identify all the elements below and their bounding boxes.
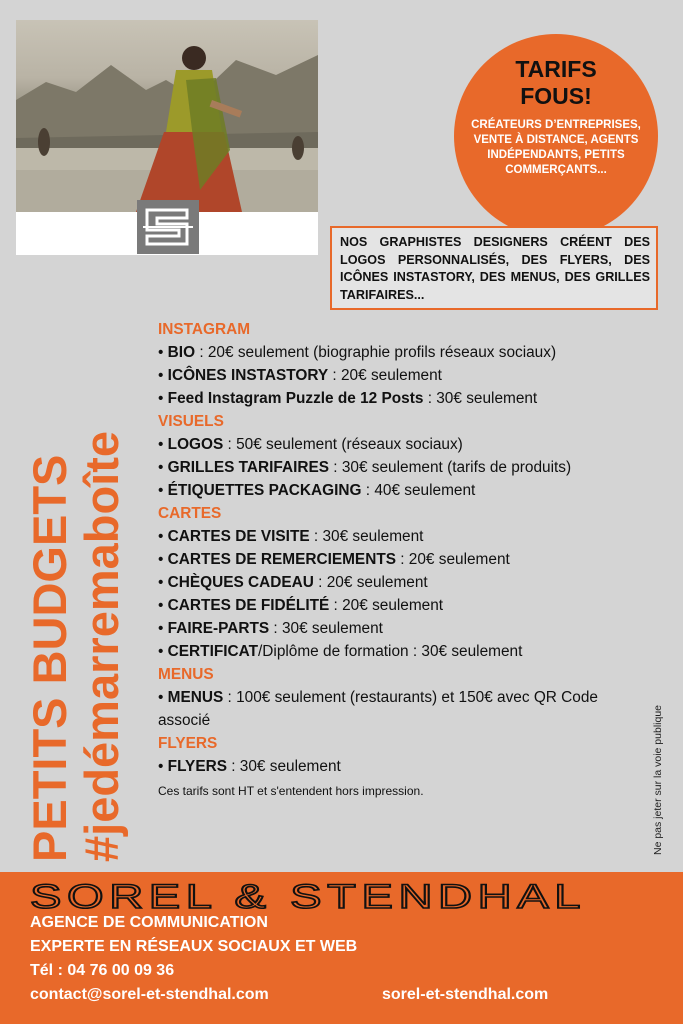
item-name: FLYERS <box>167 758 227 775</box>
item-desc: : 30€ seulement <box>226 758 341 775</box>
category-title: FLYERS <box>158 735 218 752</box>
item-desc: /Diplôme de formation : 30€ seulement <box>258 643 523 660</box>
side-slogan-line2: #jedémarremaboîte <box>75 430 128 862</box>
brand-wordmark <box>30 880 590 914</box>
agency-line: AGENCE DE COMMUNICATION <box>30 914 268 931</box>
category-title: VISUELS <box>158 413 224 430</box>
item-desc: : 50€ seulement (réseaux sociaux) <box>223 436 463 453</box>
category-title: INSTAGRAM <box>158 321 251 338</box>
item-name: LOGOS <box>167 436 224 453</box>
price-item: • CHÈQUES CADEAU : 20€ seulement <box>158 574 428 591</box>
designers-box: NOS GRAPHISTES DESIGNERS CRÉENT DES LOGOS PERSONNALISÉS, DES FLYERS, DES ICÔNES INSTASTORY, DES MENUS, DES GRILLES TARIFAIRES... <box>330 226 658 310</box>
promo-circle <box>454 34 658 238</box>
category-title: CARTES <box>158 505 222 522</box>
item-desc: : 30€ seulement <box>309 528 424 545</box>
photo-card <box>16 20 318 255</box>
woman-on-lakeshore-photo <box>16 20 318 212</box>
item-desc: : 30€ seulement <box>269 620 383 637</box>
item-name: CHÈQUES CADEAU <box>167 574 314 591</box>
price-item: • LOGOS : 50€ seulement (réseaux sociaux) <box>158 436 463 453</box>
category-title: MENUS <box>158 666 214 683</box>
price-item: • MENUS : 100€ seulement (restaurants) et 150€ avec QR Code associé <box>158 689 598 729</box>
price-list <box>158 318 636 801</box>
website-link[interactable]: sorel-et-stendhal.com <box>382 986 549 1003</box>
item-desc: : 20€ seulement <box>328 367 442 384</box>
item-desc: : 40€ seulement <box>361 482 476 499</box>
price-item: • FLYERS : 30€ seulement <box>158 758 341 775</box>
item-name: GRILLES TARIFAIRES <box>167 459 329 476</box>
item-name: ICÔNES INSTASTORY <box>167 367 329 384</box>
footer-band <box>0 872 683 1024</box>
price-item: • ÉTIQUETTES PACKAGING : 40€ seulement <box>158 482 476 499</box>
price-section-flyers <box>158 732 636 778</box>
sorel-stendhal-logo-icon <box>137 200 199 254</box>
item-desc: : 20€ seulement <box>329 597 444 614</box>
price-section-menus <box>158 663 636 732</box>
item-desc: : 20€ seulement (biographie profils réseaux sociaux) <box>195 344 557 361</box>
item-name: CARTES DE VISITE <box>167 528 310 545</box>
item-name: Feed Instagram Puzzle de 12 Posts <box>167 390 424 407</box>
price-section-cartes <box>158 502 636 663</box>
item-desc: : 30€ seulement <box>423 390 538 407</box>
item-name: ÉTIQUETTES PACKAGING <box>167 482 362 499</box>
public-road-notice: Ne pas jeter sur la voie publique <box>652 704 664 855</box>
price-item: • ICÔNES INSTASTORY : 20€ seulement <box>158 367 442 384</box>
item-name: CARTES DE REMERCIEMENTS <box>167 551 396 568</box>
price-item: • Feed Instagram Puzzle de 12 Posts : 30€ seulement <box>158 390 538 407</box>
price-section-instagram <box>158 318 636 410</box>
expertise-line: EXPERTE EN RÉSEAUX SOCIAUX ET WEB <box>30 938 358 955</box>
price-item: • GRILLES TARIFAIRES : 30€ seulement (tarifs de produits) <box>158 459 572 476</box>
side-slogan-line1: PETITS BUDGETS <box>23 454 76 862</box>
item-name: BIO <box>167 344 196 361</box>
circle-subtitle: CRÉATEURS D’ENTREPRISES, VENTE À DISTANCE, AGENTS INDÉPENDANTS, PETITS COMMERÇANTS... <box>471 119 641 176</box>
circle-title: TARIFS FOUS! <box>515 56 597 109</box>
price-item: • FAIRE-PARTS : 30€ seulement <box>158 620 383 637</box>
item-name: CERTIFICAT <box>167 643 259 660</box>
phone-line: Tél : 04 76 00 09 36 <box>30 962 175 979</box>
item-desc: : 100€ seulement (restaurants) et 150€ avec QR Code associé <box>158 689 598 729</box>
item-name: MENUS <box>167 689 224 706</box>
brand-name: SOREL & STENDHAL <box>30 880 586 914</box>
item-name: CARTES DE FIDÉLITÉ <box>167 597 330 614</box>
price-item: • CARTES DE REMERCIEMENTS : 20€ seulement <box>158 551 510 568</box>
item-desc: : 30€ seulement (tarifs de produits) <box>329 459 572 476</box>
pricing-note: Ces tarifs sont HT et s'entendent hors impression. <box>158 784 424 798</box>
item-name: FAIRE-PARTS <box>167 620 270 637</box>
item-desc: : 20€ seulement <box>313 574 428 591</box>
price-item: • CERTIFICAT/Diplôme de formation : 30€ seulement <box>158 643 523 660</box>
price-item: • CARTES DE FIDÉLITÉ : 20€ seulement <box>158 597 444 614</box>
side-slogan <box>23 262 128 862</box>
email-link[interactable]: contact@sorel-et-stendhal.com <box>30 986 269 1003</box>
price-section-visuels <box>158 410 636 502</box>
price-item: • BIO : 20€ seulement (biographie profils réseaux sociaux) <box>158 344 557 361</box>
item-desc: : 20€ seulement <box>395 551 510 568</box>
price-item: • CARTES DE VISITE : 30€ seulement <box>158 528 424 545</box>
